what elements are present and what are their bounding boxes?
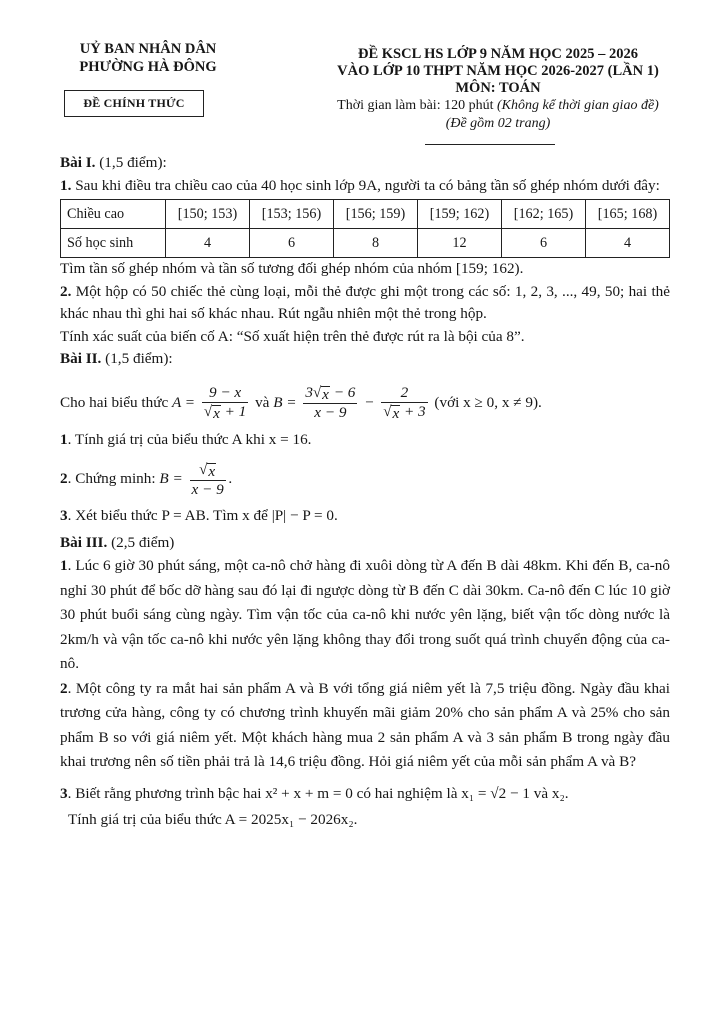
org-line-1: UỶ BAN NHÂN DÂN — [79, 41, 217, 57]
expression-a: A = 9 − x √ x + 1 — [172, 384, 247, 423]
exam-time: Thời gian làm bài: 120 phút (Không kể thời gian giao đề) — [337, 98, 659, 113]
exam-title-1: ĐỀ KSCL HS LỚP 9 NĂM HỌC 2025 – 2026 — [358, 46, 638, 62]
bai3-q1: 1. Lúc 6 giờ 30 phút sáng, một ca-nô chở hàng đi xuôi dòng từ A đến B dài 48km. Khi đến B, ca-nô nghỉ 30 phút để bốc dỡ hàng sau đó lại đi ngược dòng từ B đến C dài 30km. Ca-nô đến C lúc 10 giờ 30 phút buổi sáng cùng ngày. Tìm vận tốc của ca-nô khi nước yên lặng, biết vận tốc dòng nước là 2km/h và vận tốc ca-nô khi nước yên lặng không thay đổi trong suốt quá trình chuyển động của ca-nô. — [60, 557, 670, 672]
bai3-q2: 2. Một công ty ra mắt hai sản phẩm A và B với tổng giá niêm yết là 7,5 triệu đồng. Ngày đầu khai trương cửa hàng, công ty có chương trình khuyến mãi giảm 20% cho sản phẩm A và 25% cho sản phẩm B so với giá niêm yết. Một khách hàng mua 2 sản phẩm A và 3 sản phẩm B trong ngày đầu khai trương nên số tiền phải trả là 14,6 triệu đồng. Hỏi giá niêm yết của mỗi sản phẩm A và B? — [60, 679, 670, 770]
bai1-q2-ask: Tính xác suất của biến cố A: “Số xuất hiện trên thẻ được rút ra là bội của 8”. — [60, 327, 525, 345]
table-cell: 8 — [333, 229, 417, 258]
expression-b: B = 3 √ x − 6 x − 9 − 2 √ x + 3 — [273, 384, 426, 423]
bai1-q1: 1. Sau khi điều tra chiều cao của 40 học sinh lớp 9A, người ta có bảng tần số ghép nhóm dưới đây: — [60, 176, 660, 194]
table-cell: [162; 165) — [501, 200, 585, 229]
table-cell: [153; 156) — [249, 200, 333, 229]
bai2-q2: 2. Chứng minh: B = √ x x − 9 . — [60, 461, 233, 498]
org-line-2: PHƯỜNG HÀ ĐÔNG — [79, 59, 217, 75]
table-cell: [150; 153) — [165, 200, 249, 229]
table-cell: 12 — [417, 229, 501, 258]
heading-underline — [425, 144, 555, 145]
table-cell: 6 — [249, 229, 333, 258]
table-cell: 4 — [165, 229, 249, 258]
table-cell: Chiều cao — [61, 200, 166, 229]
table-row — [61, 229, 670, 258]
table-cell: [156; 159) — [333, 200, 417, 229]
expression-b-proof: B = √ x x − 9 . — [159, 461, 233, 498]
table-cell: [159; 162) — [417, 200, 501, 229]
table-cell: 6 — [501, 229, 585, 258]
issuing-authority — [62, 40, 234, 76]
exam-pages-note: (Đề gồm 02 trang) — [445, 116, 551, 131]
bai1-q1-ask: Tìm tần số ghép nhóm và tần số tương đối ghép nhóm của nhóm [159; 162). — [60, 260, 524, 277]
bai2-q3: 3. Xét biểu thức P = AB. Tìm x để |P| − P = 0. — [60, 507, 338, 524]
bai3-heading: Bài III. (2,5 điểm) — [60, 533, 175, 551]
exam-body — [60, 152, 670, 833]
bai3-q3: 3. Biết rằng phương trình bậc hai x² + x + m = 0 có hai nghiệm là x₁ = √2 − 1 và x₂. — [60, 784, 569, 802]
bai1-heading: Bài I. (1,5 điểm): — [60, 154, 167, 171]
bai2-intro: Cho hai biểu thức A = 9 − x √ x + 1 và B = 3 √ x − 6 x − 9 − 2 √ x + 3 (với x ≥ 0, x ≠ 9). — [60, 384, 542, 423]
frequency-table — [60, 199, 670, 258]
bai1-q2: 2. Một hộp có 50 chiếc thẻ cùng loại, mỗi thẻ được ghi một trong các số: 1, 2, 3, ..., 49, 50; hai thẻ khác nhau thì ghi hai số khác nhau. Rút ngẫu nhiên một thẻ trong hộp. — [60, 282, 670, 322]
bai2-heading: Bài II. (1,5 điểm): — [60, 350, 173, 367]
table-cell: 4 — [585, 229, 669, 258]
bai3-q3-ask: Tính giá trị của biểu thức A = 2025x₁ − 2026x₂. — [68, 810, 358, 828]
bai2-q1: 1. Tính giá trị của biểu thức A khi x = 16. — [60, 430, 312, 448]
official-stamp-box: ĐỀ CHÍNH THỨC — [64, 90, 204, 117]
table-cell: Số học sinh — [61, 229, 166, 258]
exam-subject: MÔN: TOÁN — [455, 80, 541, 96]
table-row — [61, 200, 670, 229]
table-cell: [165; 168) — [585, 200, 669, 229]
exam-title-2: VÀO LỚP 10 THPT NĂM HỌC 2026-2027 (LẦN 1) — [337, 63, 659, 79]
exam-heading — [298, 46, 698, 133]
